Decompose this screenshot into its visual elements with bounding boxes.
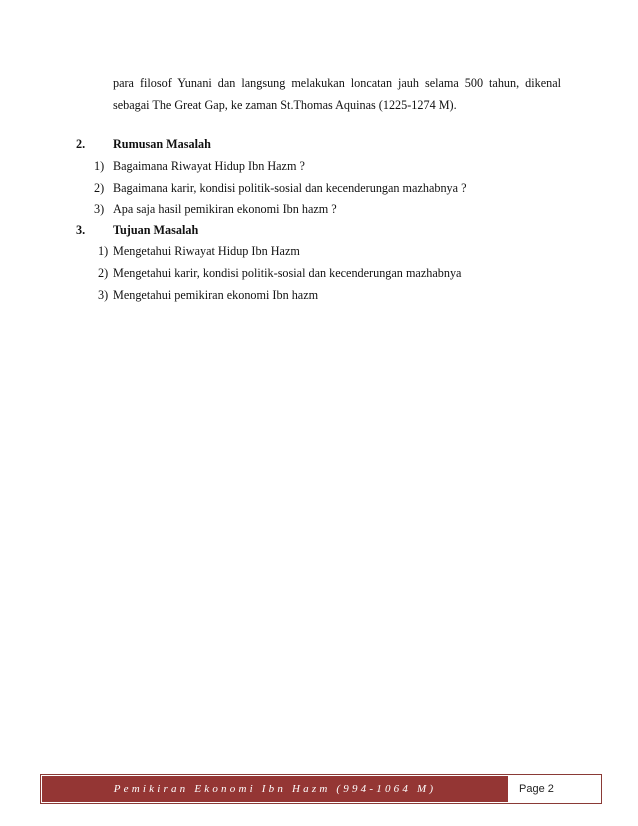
section-2-item-3-number: 3) — [94, 202, 105, 216]
page-number: Page 2 — [519, 783, 554, 795]
section-3-item-1-text: Mengetahui Riwayat Hidup Ibn Hazm — [113, 244, 300, 258]
section-2-item-2-text: Bagaimana karir, kondisi politik-sosial dan kecenderungan mazhabnya ? — [113, 181, 467, 195]
section-3-item-2-text: Mengetahui karir, kondisi politik-sosial dan kecenderungan mazhabnya — [113, 266, 462, 280]
section-3-item-3-number: 3) — [98, 288, 109, 302]
section-2-item-2-number: 2) — [94, 181, 105, 195]
page-footer — [40, 774, 602, 804]
section-2-item-1-number: 1) — [94, 159, 105, 173]
intro-line-1: para filosof Yunani dan langsung melakukan loncatan jauh selama 500 tahun, dikenal — [113, 76, 561, 90]
section-3-item-2-number: 2) — [98, 266, 109, 280]
section-2-item-1-text: Bagaimana Riwayat Hidup Ibn Hazm ? — [113, 159, 305, 173]
section-3-title: Tujuan Masalah — [113, 223, 199, 237]
section-3-number: 3. — [76, 223, 86, 237]
footer-title: Pemikiran Ekonomi Ibn Hazm (994-1064 M) — [42, 776, 508, 802]
section-3-item-1-number: 1) — [98, 244, 109, 258]
section-3-item-3-text: Mengetahui pemikiran ekonomi Ibn hazm — [113, 288, 319, 302]
section-2-number: 2. — [76, 137, 86, 151]
intro-line-2: sebagai The Great Gap, ke zaman St.Thomas Aquinas (1225-1274 M). — [113, 98, 457, 112]
section-2-title: Rumusan Masalah — [113, 137, 211, 151]
section-2-item-3-text: Apa saja hasil pemikiran ekonomi Ibn hazm ? — [113, 202, 337, 216]
